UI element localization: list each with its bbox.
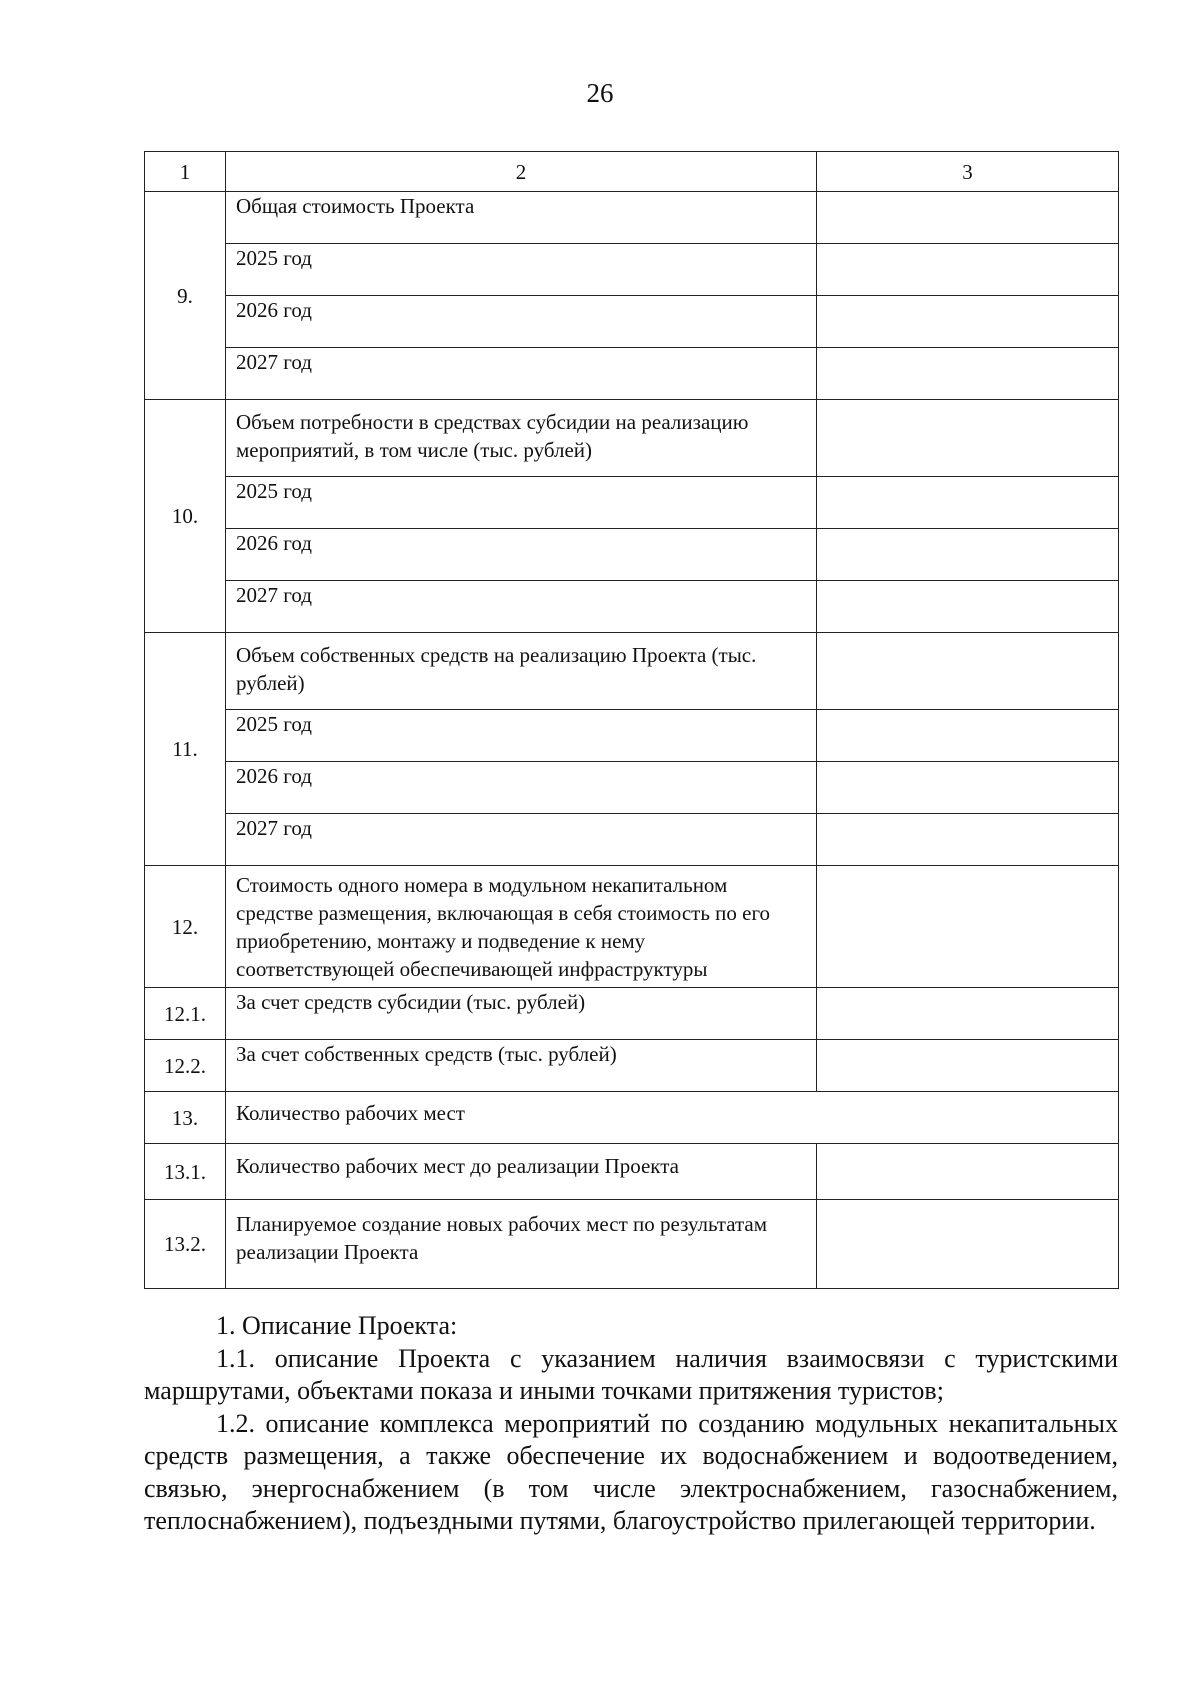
row-label: 2026 год bbox=[226, 529, 817, 581]
table-row bbox=[145, 710, 1119, 762]
table-row bbox=[145, 1040, 1119, 1092]
table-row bbox=[145, 988, 1119, 1040]
table-row bbox=[145, 192, 1119, 244]
value-cell bbox=[817, 814, 1119, 866]
header-col-3: 3 bbox=[817, 152, 1119, 192]
table-row bbox=[145, 866, 1119, 988]
row-number-13-1: 13.1. bbox=[145, 1144, 226, 1200]
table-row bbox=[145, 814, 1119, 866]
row-label: Количество рабочих мест bbox=[226, 1092, 1119, 1144]
row-number-12-2: 12.2. bbox=[145, 1040, 226, 1092]
row-number-13: 13. bbox=[145, 1092, 226, 1144]
row-number-9: 9. bbox=[145, 192, 226, 400]
row-number-11: 11. bbox=[145, 633, 226, 866]
row-label: Количество рабочих мест до реализации Проекта bbox=[226, 1144, 817, 1200]
row-label: За счет собственных средств (тыс. рублей) bbox=[226, 1040, 817, 1092]
project-description-text bbox=[144, 1310, 1118, 1538]
row-label: 2025 год bbox=[226, 244, 817, 296]
value-cell bbox=[817, 296, 1119, 348]
row-number-12-1: 12.1. bbox=[145, 988, 226, 1040]
table-row bbox=[145, 1200, 1119, 1289]
value-cell bbox=[817, 1144, 1119, 1200]
project-info-table bbox=[144, 151, 1119, 1289]
paragraph-1-2: 1.2. описание комплекса мероприятий по созданию модульных некапитальных средств размещения, а также обеспечение их водоснабжением и водоотведением, связью, энергоснабжением (в том числе электроснабжением, газоснабжением, теплоснабжением), подъездными путями, благоустройство прилегающей территории. bbox=[144, 1408, 1118, 1535]
table-row bbox=[145, 1144, 1119, 1200]
table-row bbox=[145, 296, 1119, 348]
value-cell bbox=[817, 866, 1119, 988]
row-number-10: 10. bbox=[145, 400, 226, 633]
value-cell bbox=[817, 1200, 1119, 1289]
table-row bbox=[145, 1092, 1119, 1144]
value-cell bbox=[817, 192, 1119, 244]
row-label: Планируемое создание новых рабочих мест по результатам реализации Проекта bbox=[226, 1200, 817, 1289]
table-row bbox=[145, 244, 1119, 296]
table-header-row bbox=[145, 152, 1119, 192]
row-label: Стоимость одного номера в модульном некапитальном средстве размещения, включающая в себя стоимость по его приобретению, монтажу и подведение к нему соответствующей обеспечивающей инфраструктуры bbox=[226, 866, 817, 988]
row-label: Общая стоимость Проекта bbox=[226, 192, 817, 244]
value-cell bbox=[817, 581, 1119, 633]
page-number: 26 bbox=[586, 78, 614, 108]
row-label: Объем собственных средств на реализацию Проекта (тыс. рублей) bbox=[226, 633, 817, 710]
row-label: Объем потребности в средствах субсидии на реализацию мероприятий, в том числе (тыс. рублей) bbox=[226, 400, 817, 477]
value-cell bbox=[817, 710, 1119, 762]
table-row bbox=[145, 348, 1119, 400]
row-label: 2026 год bbox=[226, 762, 817, 814]
table-row bbox=[145, 477, 1119, 529]
value-cell bbox=[817, 1040, 1119, 1092]
value-cell bbox=[817, 348, 1119, 400]
row-label: 2027 год bbox=[226, 348, 817, 400]
value-cell bbox=[817, 244, 1119, 296]
header-col-1: 1 bbox=[145, 152, 226, 192]
value-cell bbox=[817, 762, 1119, 814]
value-cell bbox=[817, 633, 1119, 710]
table-row bbox=[145, 529, 1119, 581]
value-cell bbox=[817, 477, 1119, 529]
row-number-13-2: 13.2. bbox=[145, 1200, 226, 1289]
table-row bbox=[145, 762, 1119, 814]
table-row bbox=[145, 633, 1119, 710]
paragraph-1-1: 1.1. описание Проекта с указанием наличия взаимосвязи с туристскими маршрутами, объектами показа и иными точками притяжения туристов; bbox=[144, 1343, 1118, 1405]
table-row bbox=[145, 400, 1119, 477]
value-cell bbox=[817, 988, 1119, 1040]
header-col-2: 2 bbox=[226, 152, 817, 192]
value-cell bbox=[817, 400, 1119, 477]
row-label: 2026 год bbox=[226, 296, 817, 348]
row-label: 2027 год bbox=[226, 814, 817, 866]
section-heading: 1. Описание Проекта: bbox=[216, 1311, 458, 1340]
row-label: 2027 год bbox=[226, 581, 817, 633]
row-label: 2025 год bbox=[226, 710, 817, 762]
table-row bbox=[145, 581, 1119, 633]
value-cell bbox=[817, 529, 1119, 581]
row-number-12: 12. bbox=[145, 866, 226, 988]
row-label: За счет средств субсидии (тыс. рублей) bbox=[226, 988, 817, 1040]
row-label: 2025 год bbox=[226, 477, 817, 529]
